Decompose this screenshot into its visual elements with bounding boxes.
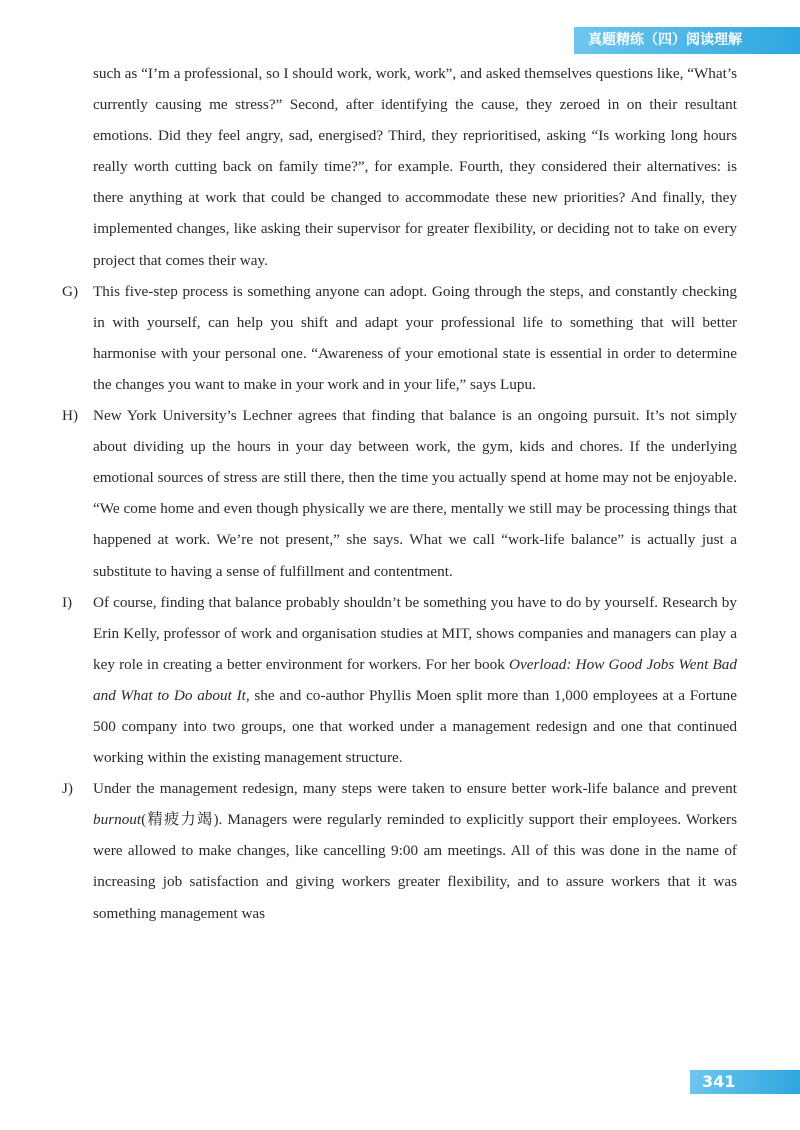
paragraph-letter: J) — [62, 780, 73, 798]
book-title: Overload: How Good Jobs Went Bad and What to Do about It — [93, 655, 737, 704]
paragraph-letter: I) — [62, 593, 73, 611]
page-number: 341 — [702, 1072, 736, 1091]
paragraph-text: such as “I’m a professional, so I should work, work, work”, and asked themselves questions like, “What’s currently causing me stress?” Second, after identifying the cause, they zeroed in on their resultant emotions. Did they feel angry, sad, energised? Third, they reprioritised, asking “Is working long hours really worth cutting back on family time?”, for example. Fourth, they considered their alternatives: is there anything at work that could be changed to accommodate these new priorities? And finally, they implemented changes, like asking their supervisor for greater flexibility, or deciding not to take on every project that comes their way. — [93, 65, 737, 269]
paragraph-text: New York University’s Lechner agrees that finding that balance is an ongoing pursuit. It’s not simply about dividing up the hours in your day between work, the gym, kids and chores. If the underlying emotional sources of stress are still there, then the time you actually spend at home may not be enjoyable. “We come home and even though physically we are there, mentally we still may be processing things that happened at work. We’re not present,” she says. What we call “work-life balance” is actually just a substitute to having a sense of fulfillment and contentment. — [93, 407, 737, 580]
paragraph-i — [62, 587, 737, 774]
glossed-term: burnout — [93, 811, 142, 829]
paragraph-text: , she and co-author Phyllis Moen split more than 1,000 employees at a Fortune 500 company into two groups, one that worked under a management redesign and one that continued working within the existing management structure. — [93, 686, 737, 767]
paragraph-g — [62, 276, 737, 400]
paragraph-text: Under the management redesign, many steps were taken to ensure better work-life balance and prevent — [93, 780, 737, 798]
paragraph-letter: H) — [62, 407, 79, 425]
paragraph-f-continued — [62, 58, 737, 276]
paragraph-text: . Managers were regularly reminded to explicitly support their employees. Workers were allowed to make changes, like cancelling 9:00 am meetings. All of this was done in the name of increasing job satisfaction and giving workers greater flexibility, and to assure workers that it was something management was — [93, 811, 738, 922]
section-header — [574, 27, 800, 54]
paragraph-text: Of course, finding that balance probably shouldn’t be something you have to do by yourself. Research by Erin Kelly, professor of work and organisation studies at MIT, shows companies and managers can play a key role in creating a better environment for workers. For her book — [93, 593, 737, 673]
paragraph-h — [62, 400, 737, 587]
page-number-badge — [690, 1070, 800, 1094]
paragraph-text: This five-step process is something anyone can adopt. Going through the steps, and constantly checking in with yourself, can help you shift and adapt your professional life to something that will better harmonise with your personal one. “Awareness of your emotional state is essential in order to determine the changes you want to make in your work and in your life,” says Lupu. — [93, 282, 737, 393]
term-gloss: (精疲力竭) — [141, 811, 219, 829]
paragraph-j — [62, 773, 737, 928]
paragraph-letter: G) — [62, 282, 79, 300]
section-title: 真题精练（四）阅读理解 — [588, 32, 742, 48]
reading-passage — [62, 58, 737, 929]
